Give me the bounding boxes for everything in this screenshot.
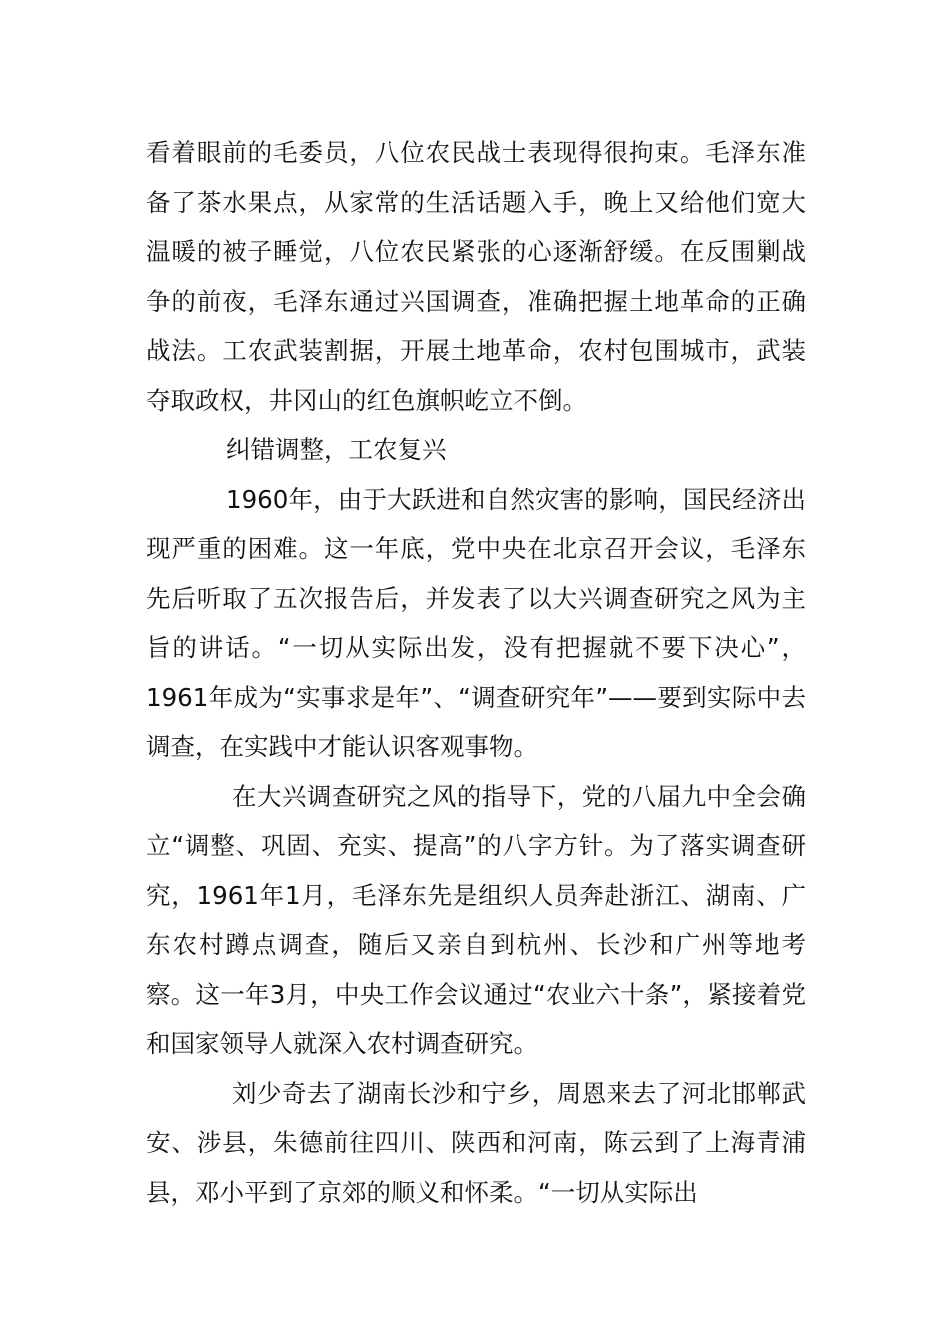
document-page [146,128,806,1217]
paragraph-eight-character-policy: 在大兴调查研究之风的指导下，党的八届九中全会确立“调整、巩固、充实、提高”的八字方针。为了落实调查研究，1961年1月，毛泽东先是组织人员奔赴浙江、湖南、广东农村蹲点调查，随后又亲自到杭州、长沙和广州等地考察。这一年3月，中央工作会议通过“农业六十条”，紧接着党和国家领导人就深入农村调查研究。 [146,781,806,1058]
paragraph-1960: 1960年，由于大跃进和自然灾害的影响，国民经济出现严重的困难。这一年底，党中央在北京召开会议，毛泽东先后听取了五次报告后，并发表了以大兴调查研究之风为主旨的讲话。“一切从实际出发，没有把握就不要下决心”，1961年成为“实事求是年”、“调查研究年”——要到实际中去调查，在实践中才能认识客观事物。 [146,484,806,761]
paragraph-leaders-investigation: 刘少奇去了湖南长沙和宁乡，周恩来去了河北邯郸武安、涉县，朱德前往四川、陕西和河南，陈云到了上海青浦县，邓小平到了京郊的顺义和怀柔。“一切从实际出 [146,1078,806,1207]
paragraph-continuation: 看着眼前的毛委员，八位农民战士表现得很拘束。毛泽东准备了茶水果点，从家常的生活话题入手，晚上又给他们宽大温暖的被子睡觉，八位农民紧张的心逐渐舒缓。在反围剿战争的前夜，毛泽东通过兴国调查，准确把握土地革命的正确战法。工农武装割据，开展土地革命，农村包围城市，武装夺取政权，井冈山的红色旗帜屹立不倒。 [146,138,806,415]
section-heading: 纠错调整，工农复兴 [226,435,447,464]
